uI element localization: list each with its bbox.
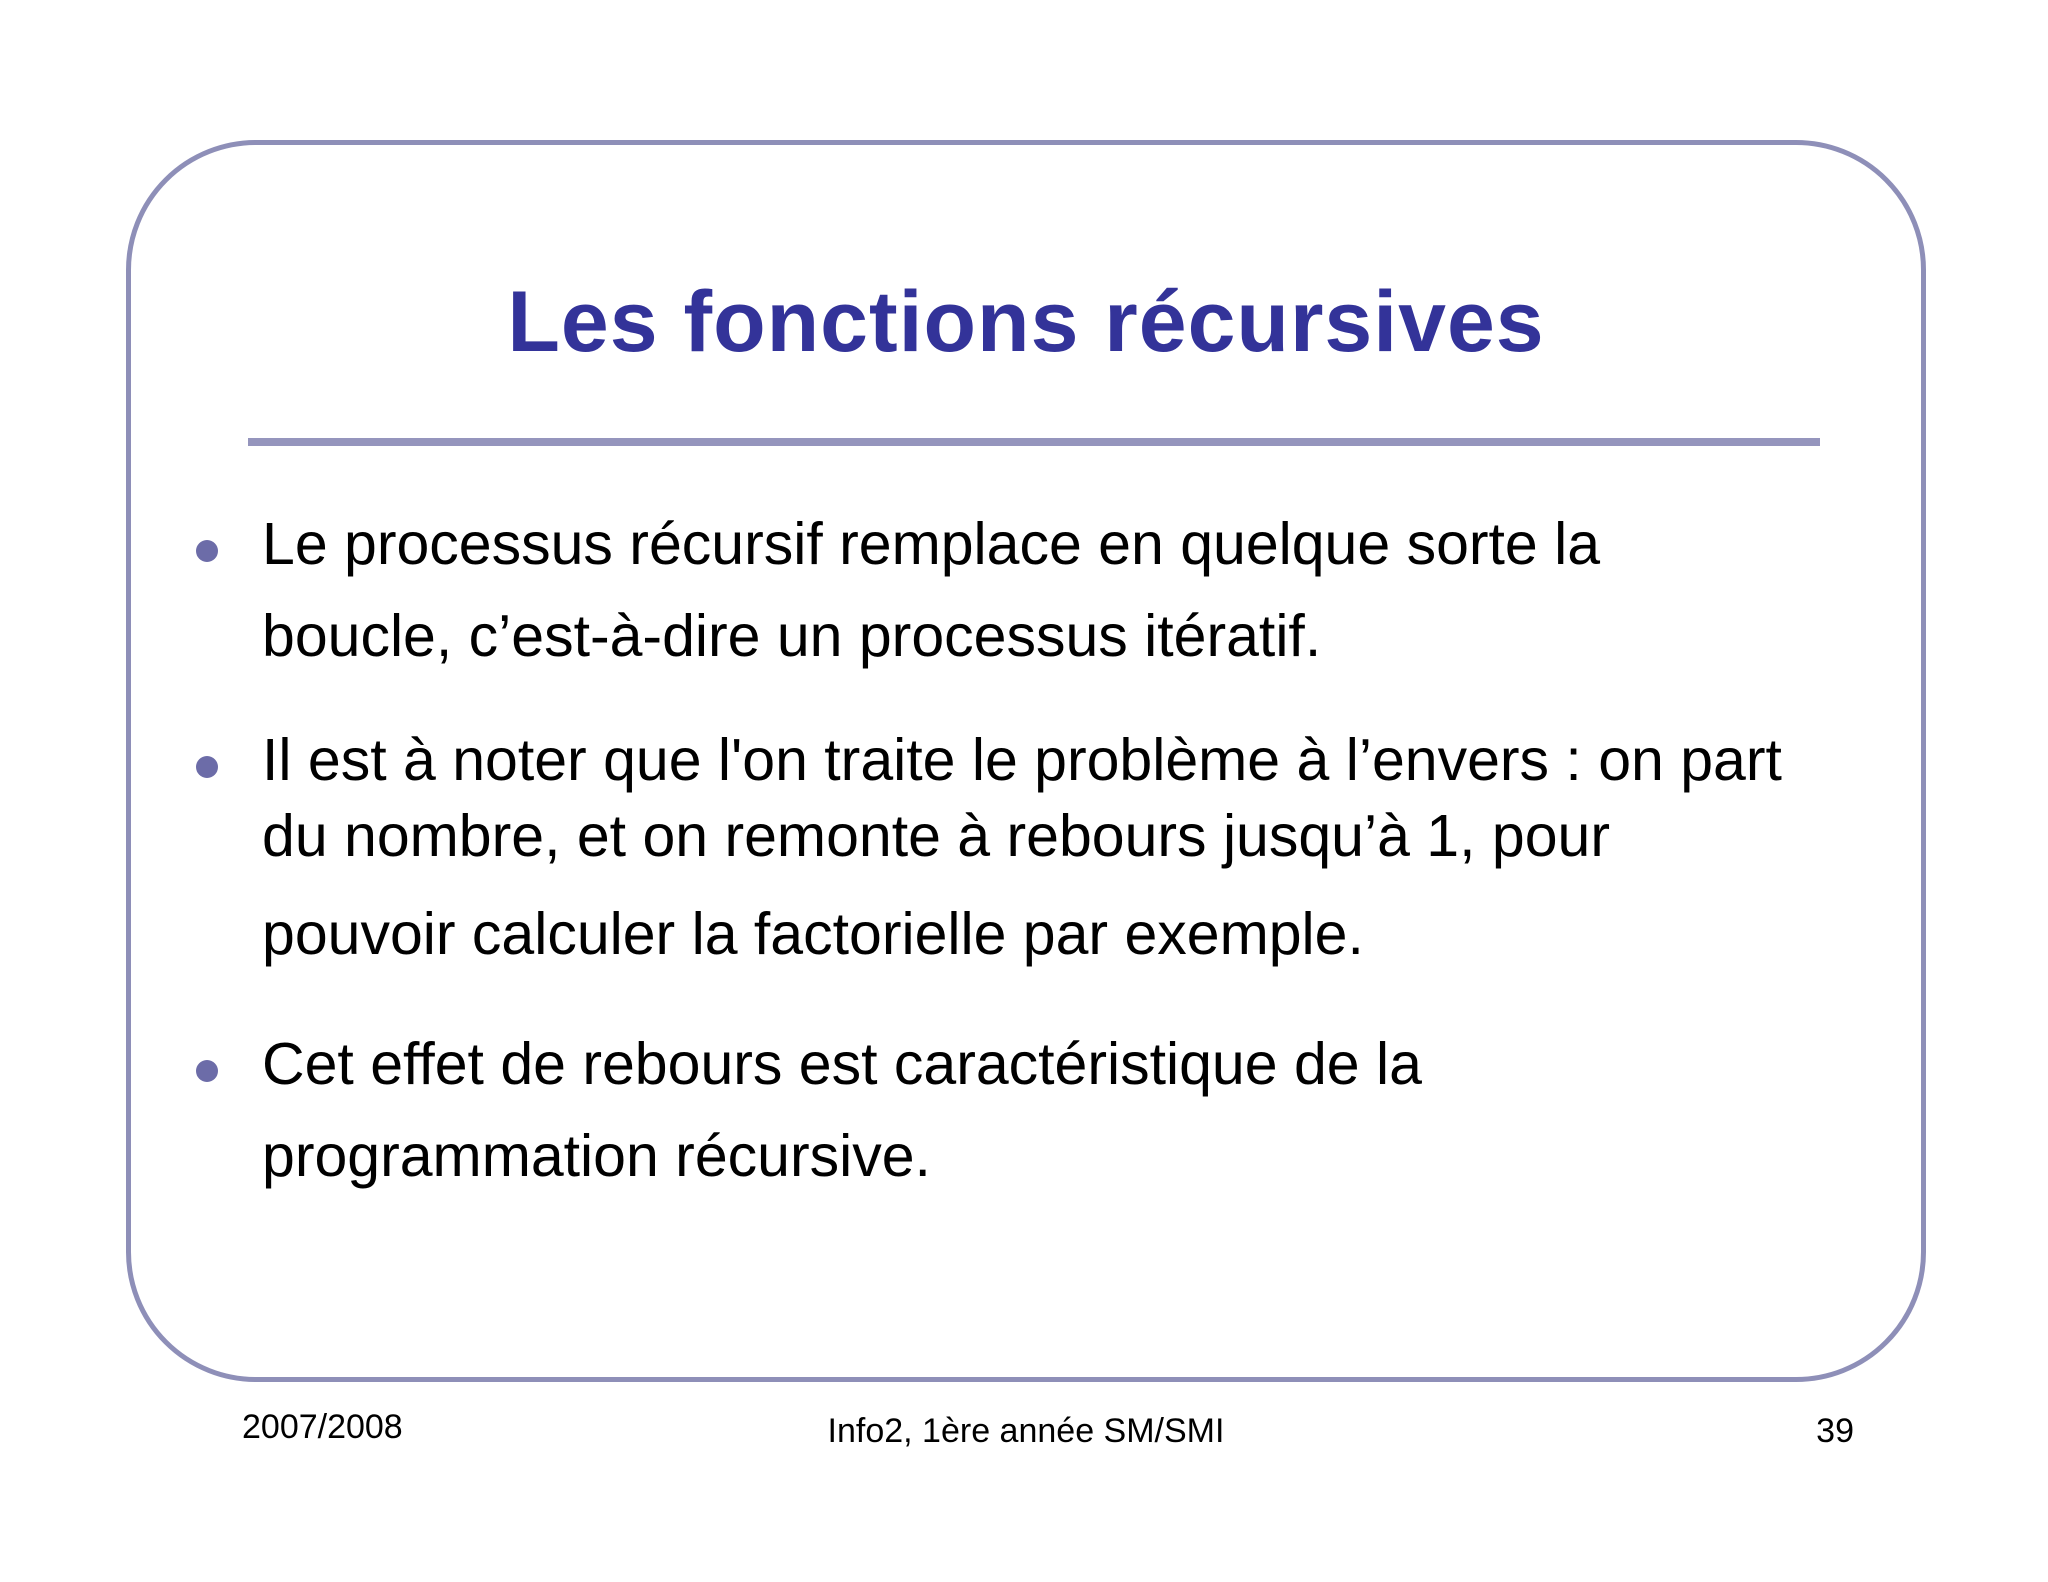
footer-course: Info2, 1ère année SM/SMI (827, 1412, 1225, 1450)
bullet-line: pouvoir calculer la factorielle par exemple. (262, 901, 1364, 967)
bullet-line: programmation récursive. (262, 1123, 931, 1189)
footer-page-number: 39 (1816, 1412, 1854, 1450)
title-divider (248, 438, 1820, 446)
bullet-line: boucle, c’est-à-dire un processus itératif. (262, 603, 1322, 669)
bullet-dot-icon (196, 1060, 218, 1082)
bullet-line: Le processus récursif remplace en quelque sorte la (262, 511, 1601, 577)
bullet-line: du nombre, et on remonte à rebours jusqu’à 1, pour (262, 803, 1610, 869)
bullet-item (190, 498, 1890, 682)
bullet-item (190, 714, 1890, 980)
footer-date: 2007/2008 (242, 1408, 403, 1446)
slide-title: Les fonctions récursives (507, 274, 1545, 370)
bullet-line: Il est à noter que l'on traite le problème à l’envers : on part (262, 727, 1782, 793)
bullet-list (190, 498, 1890, 1202)
bullet-item (190, 1018, 1890, 1202)
bullet-dot-icon (196, 756, 218, 778)
bullet-line: Cet effet de rebours est caractéristique de la (262, 1031, 1422, 1097)
bullet-dot-icon (196, 540, 218, 562)
